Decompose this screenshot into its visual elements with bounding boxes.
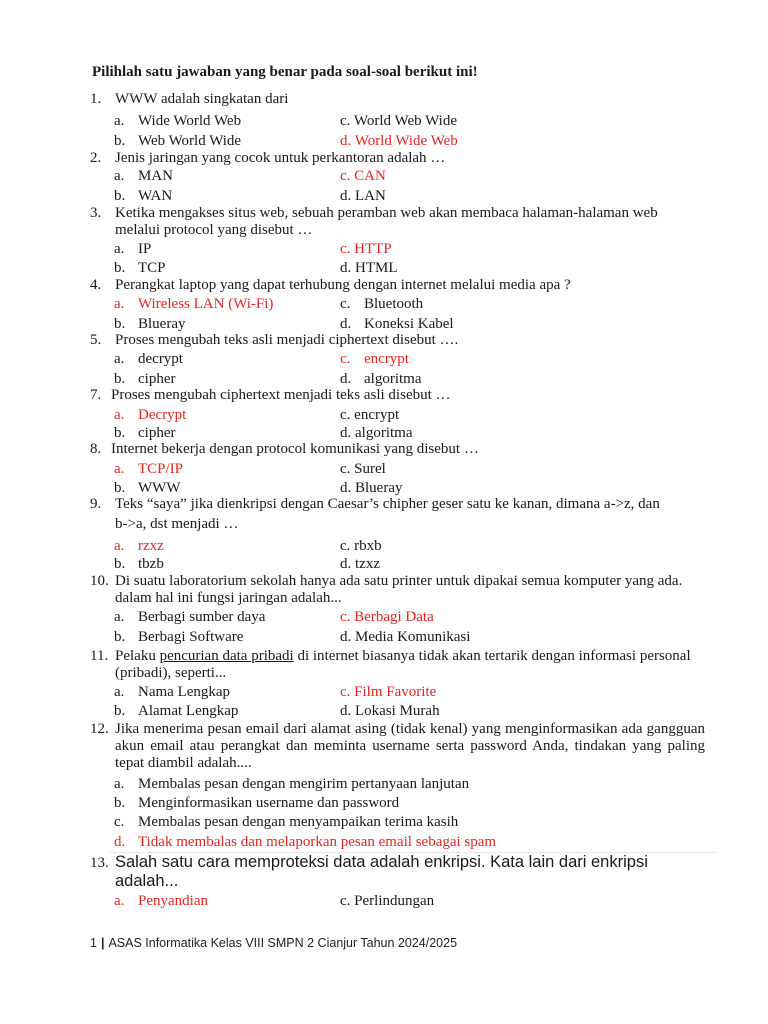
option-c-answer: c. CAN [340,168,386,184]
question-2 [90,150,705,167]
option-a: a. IP [114,241,152,257]
question-13 [90,853,705,891]
option-d: d. HTML [340,260,398,276]
underlined-phrase: pencurian data pribadi [159,648,294,664]
option-a-answer: a. rzxz [114,538,164,554]
option-c: c. Surel [340,461,386,477]
question-3 [90,205,705,239]
option-a-answer: a. Penyandian [114,893,208,909]
option-d-answer: d. Tidak membalas dan melaporkan pesan email sebagai spam [114,834,497,850]
option-a-answer: a. Wireless LAN (Wi-Fi) [114,296,274,312]
option-a: a. Wide World Web [114,113,242,129]
option-b: b. cipher [114,425,176,441]
question-number: 10. [90,573,109,589]
option-a-answer: a. Decrypt [114,407,187,423]
question-4 [90,277,705,294]
option-c-answer: c. Berbagi Data [340,609,434,625]
question-11 [90,648,705,682]
option-b: b. Blueray [114,316,186,332]
option-c-answer: c. HTTP [340,241,392,257]
question-5 [90,332,705,349]
option-c-answer: c. encrypt [340,351,409,367]
option-b: b. cipher [114,371,176,387]
page-footer [90,936,457,950]
question-number: 5. [90,332,102,348]
question-7 [90,387,705,404]
option-b: b. WAN [114,188,173,204]
question-number: 13. [90,855,109,871]
option-b: b. Menginformasikan username dan password [114,795,400,811]
question-number: 8. [90,441,102,457]
option-d: d. tzxz [340,556,380,572]
question-text: WWW adalah singkatan dari [115,91,289,107]
option-c: c. Perlindungan [340,893,435,909]
option-b: b. TCP [114,260,166,276]
question-number: 11. [90,648,109,664]
question-text: Salah satu cara memproteksi data adalah enkripsi. Kata lain dari enkripsi adalah... [115,853,648,890]
option-b: b. WWW [114,480,181,496]
footer-separator: | [100,936,105,950]
question-number: 1. [90,91,102,107]
question-number: 2. [90,150,102,166]
option-c: c. Membalas pesan dengan menyampaikan terima kasih [114,814,459,830]
question-text: Di suatu laboratorium sekolah hanya ada satu printer untuk dipakai semua komputer yang ada. dalam hal ini fungsi jaringan adalah... [115,573,683,606]
option-c: c. Bluetooth [340,296,424,312]
option-b: b. tbzb [114,556,164,572]
page-number: 1 [90,936,97,950]
question-text: Jika menerima pesan email dari alamat asing (tidak kenal) yang menginformasikan ada gangguan akun email atau perangkat dan meminta username serta password Anda, tindakan yang paling tepat diambil adalah.... [115,721,705,771]
option-a: a. MAN [114,168,174,184]
question-9-continued [90,516,705,533]
option-a: a. Nama Lengkap [114,684,231,700]
option-d: d. Koneksi Kabel [340,316,454,332]
option-a-answer: a. TCP/IP [114,461,184,477]
question-text-line2: b->a, dst menjadi … [115,516,239,532]
question-text: Proses mengubah ciphertext menjadi teks asli disebut … [111,387,451,403]
question-text: Jenis jaringan yang cocok untuk perkantoran adalah … [115,150,446,166]
option-d: d. Blueray [340,480,403,496]
option-d-answer: d. World Wide Web [340,133,458,149]
footer-text: ASAS Informatika Kelas VIII SMPN 2 Cianjur Tahun 2024/2025 [108,936,458,950]
option-c: c. encrypt [340,407,400,423]
option-c-answer: c. Film Favorite [340,684,437,700]
question-text: Pelaku pencurian data pribadi di internet biasanya tidak akan tertarik dengan informasi personal (pribadi), seperti... [115,648,691,681]
option-a: a. decrypt [114,351,183,367]
question-1 [90,91,705,108]
question-8 [90,441,705,458]
question-number: 12. [90,721,109,737]
question-number: 7. [90,387,102,403]
question-number: 4. [90,277,102,293]
option-b: b. Alamat Lengkap [114,703,239,719]
question-text: Ketika mengakses situs web, sebuah peramban web akan membaca halaman-halaman web melalui protocol yang disebut … [115,205,658,238]
option-b: b. Web World Wide [114,133,242,149]
question-12 [90,721,705,772]
question-text: Internet bekerja dengan protocol komunikasi yang disebut … [111,441,479,457]
option-a: a. Membalas pesan dengan mengirim pertanyaan lanjutan [114,776,470,792]
question-text: Proses mengubah teks asli menjadi ciphertext disebut …. [115,332,459,348]
option-d: d. algoritma [340,371,422,387]
option-b: b. Berbagi Software [114,629,244,645]
option-d: d. algoritma [340,425,413,441]
option-a: a. Berbagi sumber daya [114,609,266,625]
question-10 [90,573,705,607]
option-d: d. LAN [340,188,386,204]
question-text: Perangkat laptop yang dapat terhubung dengan internet melalui media apa ? [115,277,571,293]
question-number: 9. [90,496,102,512]
option-d: d. Lokasi Murah [340,703,440,719]
option-c: c. rbxb [340,538,382,554]
question-text: Teks “saya” jika dienkripsi dengan Caesar’s chipher geser satu ke kanan, dimana a->z, dan [115,496,660,512]
option-c: c. World Web Wide [340,113,457,129]
instruction-heading: Pilihlah satu jawaban yang benar pada soal-soal berikut ini! [92,64,478,80]
question-9 [90,496,705,513]
option-d: d. Media Komunikasi [340,629,471,645]
question-number: 3. [90,205,102,221]
